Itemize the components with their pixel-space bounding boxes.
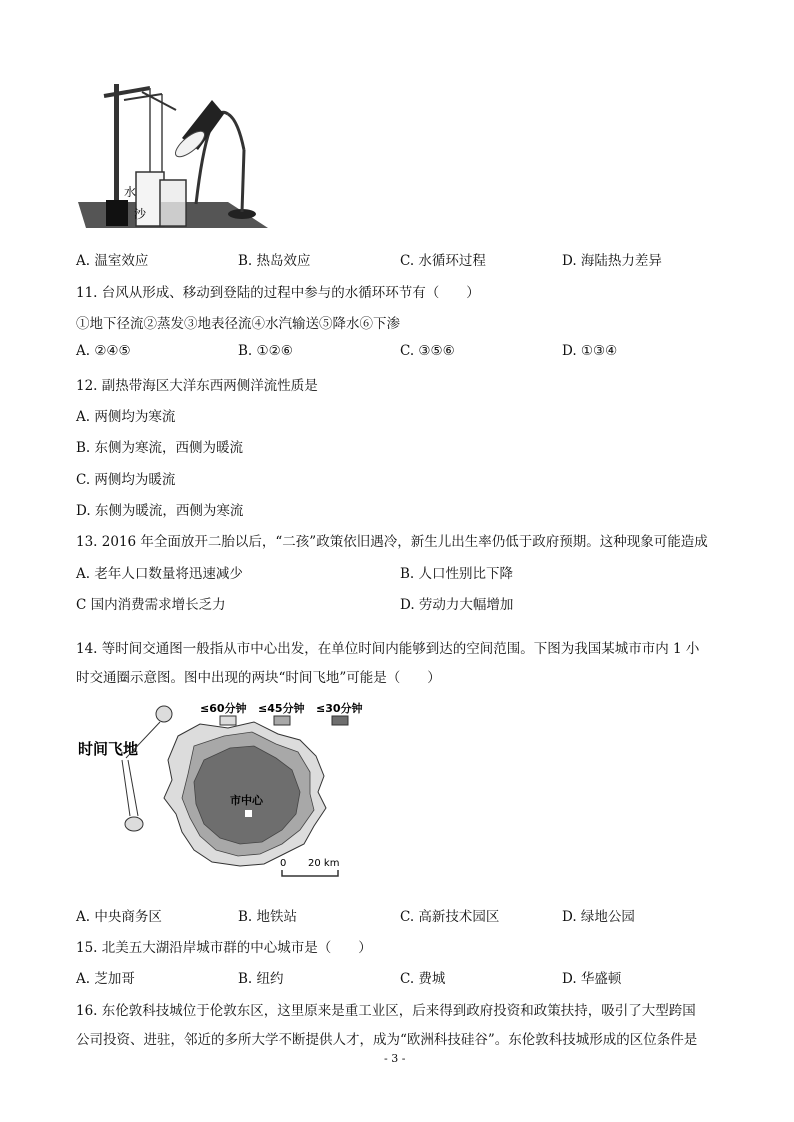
q10-option-b[interactable]: B. 热岛效应 <box>238 253 311 269</box>
experiment-figure <box>78 80 300 230</box>
q15-option-a[interactable]: A. 芝加哥 <box>76 971 135 987</box>
sand-label: 沙 <box>134 207 147 221</box>
q11-option-c[interactable]: C. ③⑤⑥ <box>400 343 455 359</box>
q13-stem: 13. 2016 年全面放开二胎以后，“二孩”政策依旧遇冷，新生儿出生率仍低于政府预期。这种现象可能造成 <box>76 534 708 550</box>
city-center-label: 市中心 <box>230 794 263 807</box>
q13-option-a[interactable]: A. 老年人口数量将迅速减少 <box>76 566 243 582</box>
water-label: 水 <box>124 185 137 199</box>
q15-option-c[interactable]: C. 费城 <box>400 971 446 987</box>
q11-items: ①地下径流②蒸发③地表径流④水汽输送⑤降水⑥下渗 <box>76 316 400 332</box>
q14-option-b[interactable]: B. 地铁站 <box>238 909 298 925</box>
q11-option-d[interactable]: D. ①③④ <box>562 343 618 359</box>
q12-option-a[interactable]: A. 两侧均为寒流 <box>76 409 176 425</box>
q13-option-c[interactable]: C 国内消费需求增长乏力 <box>76 597 226 613</box>
q11-option-a[interactable]: A. ②④⑤ <box>76 343 131 359</box>
q10-option-c[interactable]: C. 水循环过程 <box>400 253 486 269</box>
q14-option-c[interactable]: C. 高新技术园区 <box>400 909 500 925</box>
q11-stem: 11. 台风从形成、移动到登陆的过程中参与的水循环环节有（ ） <box>76 285 480 301</box>
q14-option-a[interactable]: A. 中央商务区 <box>76 909 162 925</box>
q14-stem-line2: 时交通圈示意图。图中出现的两块“时间飞地”可能是（ ） <box>76 670 441 686</box>
q16-stem-line1: 16. 东伦敦科技城位于伦敦东区，这里原来是重工业区，后来得到政府投资和政策扶持，吸引了大型跨国 <box>76 1003 696 1019</box>
q10-option-a[interactable]: A. 温室效应 <box>76 253 149 269</box>
q11-option-b[interactable]: B. ①②⑥ <box>238 343 293 359</box>
q12-option-b[interactable]: B. 东侧为寒流，西侧为暖流 <box>76 440 244 456</box>
scale-bar <box>282 870 338 876</box>
q10-option-d[interactable]: D. 海陆热力差异 <box>562 253 662 269</box>
enclave-south <box>125 817 143 831</box>
q13-option-d[interactable]: D. 劳动力大幅增加 <box>400 597 514 613</box>
scale-zero: 0 <box>280 858 287 869</box>
legend-label-45: ≤45分钟 <box>258 702 305 715</box>
q15-option-b[interactable]: B. 纽约 <box>238 971 284 987</box>
q14-option-d[interactable]: D. 绿地公园 <box>562 909 635 925</box>
scale-label: 20 km <box>308 858 340 869</box>
legend-label-30: ≤30分钟 <box>316 702 363 715</box>
isochrone-map <box>78 694 378 890</box>
city-center-marker <box>245 810 252 817</box>
q12-option-c[interactable]: C. 两侧均为暖流 <box>76 472 176 488</box>
page-number: - 3 - <box>384 1052 406 1065</box>
legend-swatch-60 <box>220 716 236 725</box>
q15-stem: 15. 北美五大湖沿岸城市群的中心城市是（ ） <box>76 940 372 956</box>
q13-option-b[interactable]: B. 人口性别比下降 <box>400 566 514 582</box>
legend-label-60: ≤60分钟 <box>200 702 247 715</box>
legend-swatch-30 <box>332 716 348 725</box>
enclave-label: 时间飞地 <box>78 740 139 758</box>
q15-option-d[interactable]: D. 华盛顿 <box>562 971 622 987</box>
legend-swatch-45 <box>274 716 290 725</box>
q12-stem: 12. 副热带海区大洋东西两侧洋流性质是 <box>76 378 318 394</box>
q16-stem-line2: 公司投资、进驻，邻近的多所大学不断提供人才，成为“欧洲科技硅谷”。东伦敦科技城形成的区位条件是 <box>76 1032 698 1048</box>
q14-stem-line1: 14. 等时间交通图一般指从市中心出发，在单位时间内能够到达的空间范围。下图为我国某城市市内 1 小 <box>76 641 700 657</box>
q12-option-d[interactable]: D. 东侧为暖流，西侧为寒流 <box>76 503 244 519</box>
enclave-north <box>156 706 172 722</box>
